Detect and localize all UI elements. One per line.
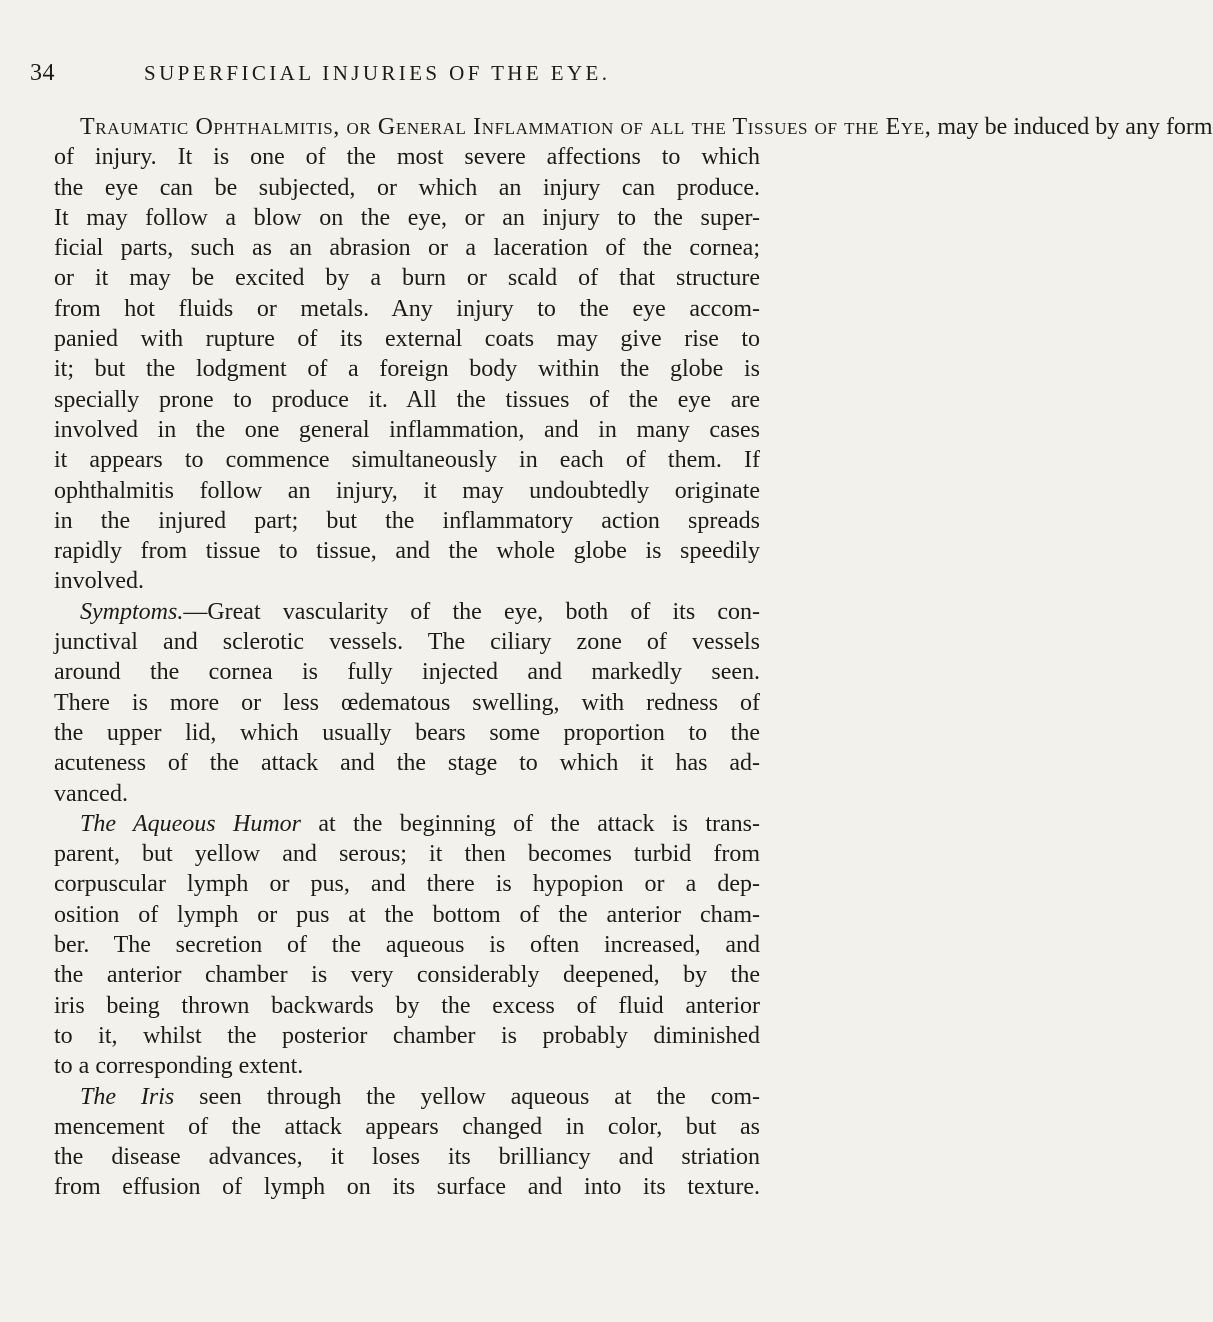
text-line: ber. The secretion of the aqueous is often increased, and: [54, 932, 760, 959]
text-line: or it may be excited by a burn or scald of that structure: [54, 265, 760, 292]
text-line: Symptoms.—Great vascularity of the eye, both of its con-: [80, 598, 760, 625]
text-line: of injury. It is one of the most severe affections to which: [54, 144, 760, 171]
paragraph-heading: Traumatic Ophthalmitis, or General Inflammation of all the Tissues of the Eye,: [80, 114, 932, 140]
text-line: from effusion of lymph on its surface and into its texture.: [54, 1174, 760, 1201]
text-line: ophthalmitis follow an injury, it may undoubtedly originate: [54, 477, 760, 504]
text-line: the eye can be subjected, or which an injury can produce.: [54, 174, 760, 201]
paragraph-traumatic-ophthalmitis: [54, 112, 1213, 597]
text-line: to a corresponding extent.: [54, 1053, 304, 1080]
paragraph-aqueous-humor: [54, 809, 760, 1082]
text-line: panied with rupture of its external coats may give rise to: [54, 326, 760, 353]
page-body: [54, 112, 1213, 1203]
text-line: mencement of the attack appears changed in color, but as: [54, 1113, 760, 1140]
running-title: SUPERFICIAL INJURIES OF THE EYE.: [144, 61, 611, 85]
text-line: from hot fluids or metals. Any injury to the eye accom-: [54, 295, 760, 322]
text-line: to it, whilst the posterior chamber is probably diminished: [54, 1022, 760, 1049]
text-line: Traumatic Ophthalmitis, or General Inflammation of all the Tissues of the Eye, may be induced by any form: [80, 114, 1213, 140]
page-number: 34: [30, 60, 55, 86]
text-line: involved.: [54, 568, 144, 595]
text-line: The Iris seen through the yellow aqueous at the com-: [80, 1083, 761, 1110]
paragraph-iris: [54, 1082, 760, 1203]
text-line: It may follow a blow on the eye, or an injury to the super-: [54, 204, 760, 231]
text-line: parent, but yellow and serous; it then becomes turbid from: [54, 841, 760, 868]
text-line: the upper lid, which usually bears some proportion to the: [54, 719, 760, 746]
text-line: rapidly from tissue to tissue, and the whole globe is speedily: [54, 538, 760, 565]
text-line: it; but the lodgment of a foreign body within the globe is: [54, 356, 760, 383]
text-line: junctival and sclerotic vessels. The ciliary zone of vessels: [54, 629, 760, 656]
text-line: There is more or less œdematous swelling, with redness of: [54, 689, 760, 716]
text-line: specially prone to produce it. All the tissues of the eye are: [54, 386, 760, 413]
paragraph-symptoms: [54, 597, 760, 809]
text-line: corpuscular lymph or pus, and there is hypopion or a dep-: [54, 871, 760, 898]
paragraph-heading: The Iris: [80, 1083, 175, 1110]
text-line: it appears to commence simultaneously in each of them. If: [54, 447, 760, 474]
text-line: vanced.: [54, 780, 128, 807]
text-line: acuteness of the attack and the stage to which it has ad-: [54, 750, 760, 777]
text-line: in the injured part; but the inflammatory action spreads: [54, 507, 760, 534]
text-line: around the cornea is fully injected and markedly seen.: [54, 659, 760, 686]
text-line: The Aqueous Humor at the beginning of the attack is trans-: [80, 810, 760, 837]
text-line: involved in the one general inflammation, and in many cases: [54, 416, 760, 443]
paragraph-heading: The Aqueous Humor: [80, 810, 301, 837]
text-line: the anterior chamber is very considerably deepened, by the: [54, 962, 760, 989]
text-line: iris being thrown backwards by the excess of fluid anterior: [54, 992, 760, 1019]
page-header: [30, 58, 770, 88]
text-line: the disease advances, it loses its brilliancy and striation: [54, 1144, 760, 1171]
text-line: osition of lymph or pus at the bottom of the anterior cham-: [54, 901, 760, 928]
text-line: ficial parts, such as an abrasion or a laceration of the cornea;: [54, 235, 760, 262]
paragraph-heading: Symptoms.: [80, 598, 184, 625]
